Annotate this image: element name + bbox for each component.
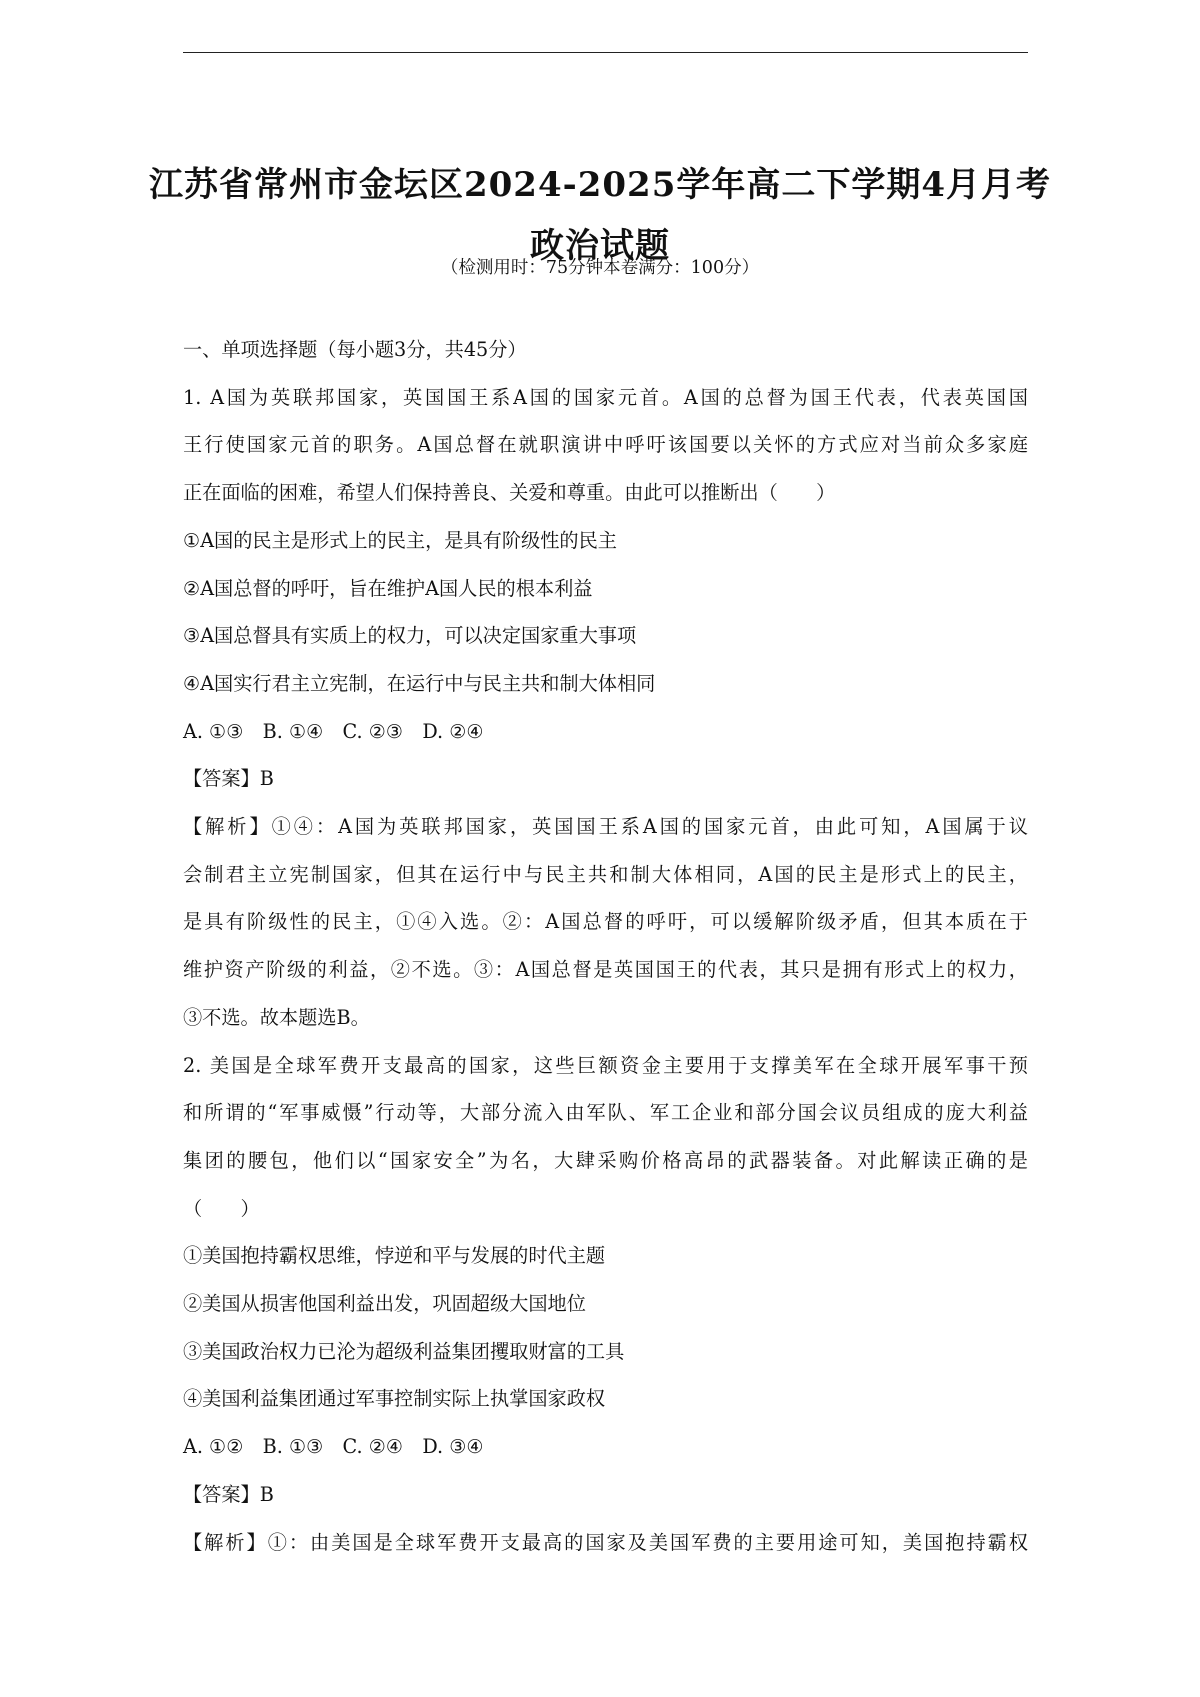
statement-option: ④美国利益集团通过军事控制实际上执掌国家政权 xyxy=(183,1387,606,1411)
answer-choices: A. ①② B. ①③ C. ②④ D. ③④ xyxy=(183,1435,484,1459)
question-stem-line: 1. A国为英联邦国家，英国国王系A国的国家元首。A国的总督为国王代表，代表英国国 xyxy=(183,385,1028,409)
analysis-line: 维护资产阶级的利益，②不选。③：A国总督是英国国王的代表，其只是拥有形式上的权力， xyxy=(183,958,1028,982)
statement-option: ③A国总督具有实质上的权力，可以决定国家重大事项 xyxy=(183,624,637,648)
question-stem-line: 2. 美国是全球军费开支最高的国家，这些巨额资金主要用于支撑美军在全球开展军事干预 xyxy=(183,1053,1028,1077)
statement-option: ②美国从损害他国利益出发，巩固超级大国地位 xyxy=(183,1292,586,1316)
analysis-line: 【解析】①：由美国是全球军费开支最高的国家及美国军费的主要用途可知，美国抱持霸权 xyxy=(183,1530,1028,1554)
document-body xyxy=(183,326,1028,1566)
answer-choices: A. ①③ B. ①④ C. ②③ D. ②④ xyxy=(183,719,484,743)
question-stem-line: 王行使国家元首的职务。A国总督在就职演讲中呼吁该国要以关怀的方式应对当前众多家庭 xyxy=(183,433,1028,457)
document-subject-title: 政治试题 xyxy=(530,226,670,266)
header-rule xyxy=(183,52,1028,53)
question-1 xyxy=(183,374,1028,1042)
analysis-line: 【解析】①④：A国为英联邦国家，英国国王系A国的国家元首，由此可知，A国属于议 xyxy=(183,815,1028,839)
question-stem-line: （ ） xyxy=(183,1196,260,1220)
analysis-line: 是具有阶级性的民主，①④入选。②：A国总督的呼吁，可以缓解阶级矛盾，但其本质在于 xyxy=(183,910,1028,934)
statement-option: ②A国总督的呼吁，旨在维护A国人民的根本利益 xyxy=(183,576,593,600)
question-2 xyxy=(183,1042,1028,1567)
section-heading: 一、单项选择题（每小题3分，共45分） xyxy=(183,338,527,361)
statement-option: ①美国抱持霸权思维，悖逆和平与发展的时代主题 xyxy=(183,1244,606,1268)
question-stem-line: 正在面临的困难，希望人们保持善良、关爱和尊重。由此可以推断出（ ） xyxy=(183,481,836,505)
answer: 【答案】B xyxy=(183,767,274,791)
statement-option: ④A国实行君主立宪制，在运行中与民主共和制大体相同 xyxy=(183,671,656,695)
analysis-line: 会制君主立宪制国家，但其在运行中与民主共和制大体相同，A国的民主是形式上的民主， xyxy=(183,862,1028,886)
exam-info: （检测用时：75分钟本卷满分：100分） xyxy=(440,258,760,278)
question-stem-line: 和所谓的“军事威慑”行动等，大部分流入由军队、军工企业和部分国会议员组成的庞大利益 xyxy=(183,1101,1028,1125)
analysis-line: ③不选。故本题选B。 xyxy=(183,1005,370,1029)
question-stem-line: 集团的腰包，他们以“国家安全”为名，大肆采购价格高昂的武器装备。对此解读正确的是 xyxy=(183,1148,1028,1172)
document-title: 江苏省常州市金坛区2024-2025学年高二下学期4月月考 xyxy=(148,165,1052,205)
answer: 【答案】B xyxy=(183,1482,274,1506)
statement-option: ①A国的民主是形式上的民主，是具有阶级性的民主 xyxy=(183,528,617,552)
statement-option: ③美国政治权力已沦为超级利益集团攫取财富的工具 xyxy=(183,1339,625,1363)
